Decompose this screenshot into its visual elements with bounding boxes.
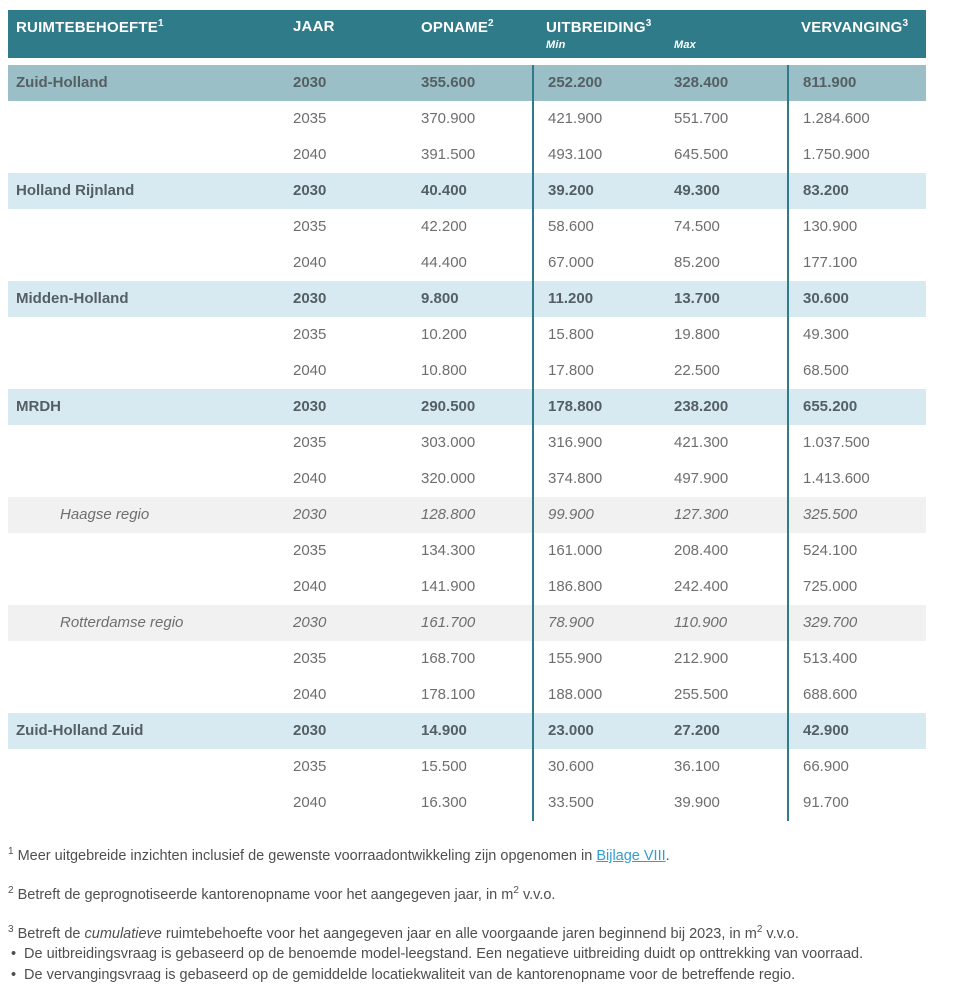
uitbreiding-max-cell: 22.500 (668, 353, 787, 389)
uitbreiding-min-cell: 493.100 (532, 137, 668, 173)
region-cell: Zuid-Holland (8, 65, 290, 101)
superscript: 2 (756, 923, 763, 935)
uitbreiding-max-cell: 13.700 (668, 281, 787, 317)
jaar-cell: 2035 (290, 425, 415, 461)
jaar-cell: 2030 (290, 713, 415, 749)
jaar-cell: 2035 (290, 317, 415, 353)
footnote-bullet: • De vervangingsvraag is gebaseerd op de gemiddelde locatiekwaliteit van de kantorenopname voor de betreffende regio. (8, 965, 938, 986)
uitbreiding-min-cell: 33.500 (532, 785, 668, 821)
region-cell (8, 101, 290, 137)
uitbreiding-min-cell: 15.800 (532, 317, 668, 353)
jaar-cell: 2035 (290, 533, 415, 569)
opname-cell: 178.100 (415, 677, 532, 713)
uitbreiding-max-cell: 421.300 (668, 425, 787, 461)
uitbreiding-min-cell: 186.800 (532, 569, 668, 605)
uitbreiding-max-cell: 127.300 (668, 497, 787, 533)
table-row (8, 461, 926, 497)
opname-cell: 128.800 (415, 497, 532, 533)
jaar-cell: 2035 (290, 641, 415, 677)
region-cell (8, 317, 290, 353)
region-cell: Zuid-Holland Zuid (8, 713, 290, 749)
uitbreiding-min-cell: 316.900 (532, 425, 668, 461)
uitbreiding-max-cell: 85.200 (668, 245, 787, 281)
opname-cell: 370.900 (415, 101, 532, 137)
column-header-ruimtebehoefte (8, 10, 290, 58)
vervanging-cell: 513.400 (787, 641, 926, 677)
table-row (8, 497, 926, 533)
uitbreiding-max-cell: 19.800 (668, 317, 787, 353)
uitbreiding-max-cell: 208.400 (668, 533, 787, 569)
region-cell (8, 749, 290, 785)
jaar-cell: 2030 (290, 173, 415, 209)
footnote-marker: 2 (8, 884, 14, 896)
opname-cell: 290.500 (415, 389, 532, 425)
table-row (8, 101, 926, 137)
footnote-text: ruimtebehoefte voor het aangegeven jaar en alle voorgaande jaren beginnend bij 2023, in m (161, 925, 757, 942)
region-cell: Haagse regio (8, 497, 290, 533)
column-header-label: JAAR (293, 18, 335, 35)
table-row (8, 173, 926, 209)
opname-cell: 391.500 (415, 137, 532, 173)
bullet-icon: • (11, 967, 17, 984)
uitbreiding-min-cell: 23.000 (532, 713, 668, 749)
jaar-cell: 2040 (290, 785, 415, 821)
column-header-label: VERVANGING (801, 19, 903, 36)
region-cell: MRDH (8, 389, 290, 425)
vervanging-cell: 688.600 (787, 677, 926, 713)
uitbreiding-max-cell: 328.400 (668, 65, 787, 101)
opname-cell: 168.700 (415, 641, 532, 677)
region-cell (8, 677, 290, 713)
jaar-cell: 2040 (290, 677, 415, 713)
table-row (8, 605, 926, 641)
footnote (8, 880, 938, 906)
jaar-cell: 2035 (290, 749, 415, 785)
opname-cell: 10.800 (415, 353, 532, 389)
opname-cell: 10.200 (415, 317, 532, 353)
ruimtebehoefte-table (8, 10, 926, 821)
footnote-text: v.v.o. (518, 886, 556, 903)
opname-cell: 161.700 (415, 605, 532, 641)
bullet-icon: • (11, 946, 17, 963)
table-body (8, 65, 926, 821)
table-row (8, 749, 926, 785)
uitbreiding-min-cell: 252.200 (532, 65, 668, 101)
uitbreiding-max-cell: 551.700 (668, 101, 787, 137)
jaar-cell: 2040 (290, 245, 415, 281)
table-row (8, 785, 926, 821)
region-cell: Holland Rijnland (8, 173, 290, 209)
uitbreiding-min-cell: 39.200 (532, 173, 668, 209)
table-row (8, 209, 926, 245)
uitbreiding-min-cell: 17.800 (532, 353, 668, 389)
subheader-max: Max (674, 39, 696, 51)
footnotes (8, 841, 938, 986)
footnote-marker: 1 (157, 18, 164, 29)
table-row (8, 533, 926, 569)
table-row (8, 569, 926, 605)
vervanging-cell: 1.413.600 (787, 461, 926, 497)
vervanging-cell: 1.037.500 (787, 425, 926, 461)
uitbreiding-min-cell: 161.000 (532, 533, 668, 569)
footnote-marker: 3 (8, 923, 14, 935)
jaar-cell: 2040 (290, 137, 415, 173)
vervanging-cell: 83.200 (787, 173, 926, 209)
jaar-cell: 2040 (290, 353, 415, 389)
opname-cell: 303.000 (415, 425, 532, 461)
jaar-cell: 2030 (290, 389, 415, 425)
uitbreiding-max-cell: 74.500 (668, 209, 787, 245)
header-body-gap (8, 58, 926, 65)
vervanging-cell: 811.900 (787, 65, 926, 101)
vervanging-cell: 524.100 (787, 533, 926, 569)
uitbreiding-max-cell: 497.900 (668, 461, 787, 497)
region-cell (8, 137, 290, 173)
uitbreiding-min-cell: 11.200 (532, 281, 668, 317)
opname-cell: 355.600 (415, 65, 532, 101)
uitbreiding-max-cell: 27.200 (668, 713, 787, 749)
superscript: 2 (513, 884, 519, 896)
table-row (8, 353, 926, 389)
column-header-jaar (290, 10, 415, 58)
jaar-cell: 2030 (290, 497, 415, 533)
column-header-uitbreiding (532, 10, 787, 58)
footnote (8, 919, 938, 986)
footnote-marker: 1 (8, 846, 14, 857)
uitbreiding-min-cell: 374.800 (532, 461, 668, 497)
opname-cell: 42.200 (415, 209, 532, 245)
uitbreiding-min-cell: 99.900 (532, 497, 668, 533)
opname-cell: 40.400 (415, 173, 532, 209)
footnote-text: Betreft de geprognotiseerde kantorenopname voor het aangegeven jaar, in m (17, 886, 514, 903)
column-header-label: OPNAME (421, 19, 489, 36)
subheader-min: Min (546, 39, 566, 51)
uitbreiding-max-cell: 39.900 (668, 785, 787, 821)
vervanging-cell: 329.700 (787, 605, 926, 641)
region-cell (8, 461, 290, 497)
vervanging-cell: 68.500 (787, 353, 926, 389)
uitbreiding-max-cell: 255.500 (668, 677, 787, 713)
uitbreiding-min-cell: 155.900 (532, 641, 668, 677)
uitbreiding-max-cell: 242.400 (668, 569, 787, 605)
uitbreiding-min-cell: 421.900 (532, 101, 668, 137)
region-cell (8, 641, 290, 677)
footnote-text: v.v.o. (762, 925, 799, 942)
table-row (8, 425, 926, 461)
region-cell (8, 785, 290, 821)
vervanging-cell: 91.700 (787, 785, 926, 821)
vervanging-cell: 725.000 (787, 569, 926, 605)
uitbreiding-min-cell: 188.000 (532, 677, 668, 713)
vervanging-cell: 1.284.600 (787, 101, 926, 137)
footnote-bullet: • De uitbreidingsvraag is gebaseerd op de benoemde model-leegstand. Een negatieve uitbreiding duidt op onttrekking van voorraad. (8, 944, 938, 965)
footnote-text: Betreft de (17, 925, 85, 942)
opname-cell: 9.800 (415, 281, 532, 317)
jaar-cell: 2035 (290, 101, 415, 137)
vervanging-cell: 49.300 (787, 317, 926, 353)
opname-cell: 15.500 (415, 749, 532, 785)
table-row (8, 137, 926, 173)
vervanging-cell: 1.750.900 (787, 137, 926, 173)
vervanging-cell: 42.900 (787, 713, 926, 749)
footnote-marker: 2 (488, 18, 494, 29)
footnote (8, 841, 938, 867)
uitbreiding-max-cell: 645.500 (668, 137, 787, 173)
opname-cell: 44.400 (415, 245, 532, 281)
uitbreiding-max-cell: 49.300 (668, 173, 787, 209)
opname-cell: 16.300 (415, 785, 532, 821)
vervanging-cell: 325.500 (787, 497, 926, 533)
uitbreiding-max-cell: 212.900 (668, 641, 787, 677)
vervanging-cell: 66.900 (787, 749, 926, 785)
uitbreiding-min-cell: 178.800 (532, 389, 668, 425)
vervanging-cell: 130.900 (787, 209, 926, 245)
jaar-cell: 2030 (290, 605, 415, 641)
jaar-cell: 2040 (290, 461, 415, 497)
opname-cell: 134.300 (415, 533, 532, 569)
region-cell: Midden-Holland (8, 281, 290, 317)
jaar-cell: 2030 (290, 281, 415, 317)
vervanging-cell: 655.200 (787, 389, 926, 425)
jaar-cell: 2040 (290, 569, 415, 605)
column-header-label: RUIMTEBEHOEFTE (16, 19, 158, 36)
table-row (8, 281, 926, 317)
region-cell (8, 569, 290, 605)
bijlage-viii-link[interactable]: Bijlage VIII (596, 847, 666, 864)
table-row (8, 389, 926, 425)
uitbreiding-max-cell: 36.100 (668, 749, 787, 785)
table-row (8, 677, 926, 713)
opname-cell: 141.900 (415, 569, 532, 605)
region-cell (8, 209, 290, 245)
region-cell (8, 425, 290, 461)
column-header-opname (415, 10, 532, 58)
uitbreiding-min-cell: 30.600 (532, 749, 668, 785)
footnote-marker: 3 (902, 18, 909, 29)
vervanging-cell: 177.100 (787, 245, 926, 281)
table-row (8, 713, 926, 749)
region-cell (8, 353, 290, 389)
table-row (8, 65, 926, 101)
region-cell: Rotterdamse regio (8, 605, 290, 641)
uitbreiding-max-cell: 238.200 (668, 389, 787, 425)
uitbreiding-subheaders (532, 39, 787, 51)
table-row (8, 245, 926, 281)
footnote-marker: 3 (645, 18, 652, 29)
uitbreiding-max-cell: 110.900 (668, 605, 787, 641)
region-cell (8, 245, 290, 281)
column-header-vervanging (787, 10, 926, 58)
table-row (8, 317, 926, 353)
footnote-text: . (665, 847, 670, 864)
column-header-label: UITBREIDING (546, 19, 646, 36)
footnote-text: Meer uitgebreide inzichten inclusief de gewenste voorraadontwikkeling zijn opgenomen in (17, 847, 597, 864)
opname-cell: 14.900 (415, 713, 532, 749)
jaar-cell: 2030 (290, 65, 415, 101)
table-header (8, 10, 926, 58)
jaar-cell: 2035 (290, 209, 415, 245)
region-cell (8, 533, 290, 569)
table-row (8, 641, 926, 677)
uitbreiding-min-cell: 67.000 (532, 245, 668, 281)
italic-text: cumulatieve (84, 925, 162, 942)
opname-cell: 320.000 (415, 461, 532, 497)
uitbreiding-min-cell: 78.900 (532, 605, 668, 641)
vervanging-cell: 30.600 (787, 281, 926, 317)
uitbreiding-min-cell: 58.600 (532, 209, 668, 245)
